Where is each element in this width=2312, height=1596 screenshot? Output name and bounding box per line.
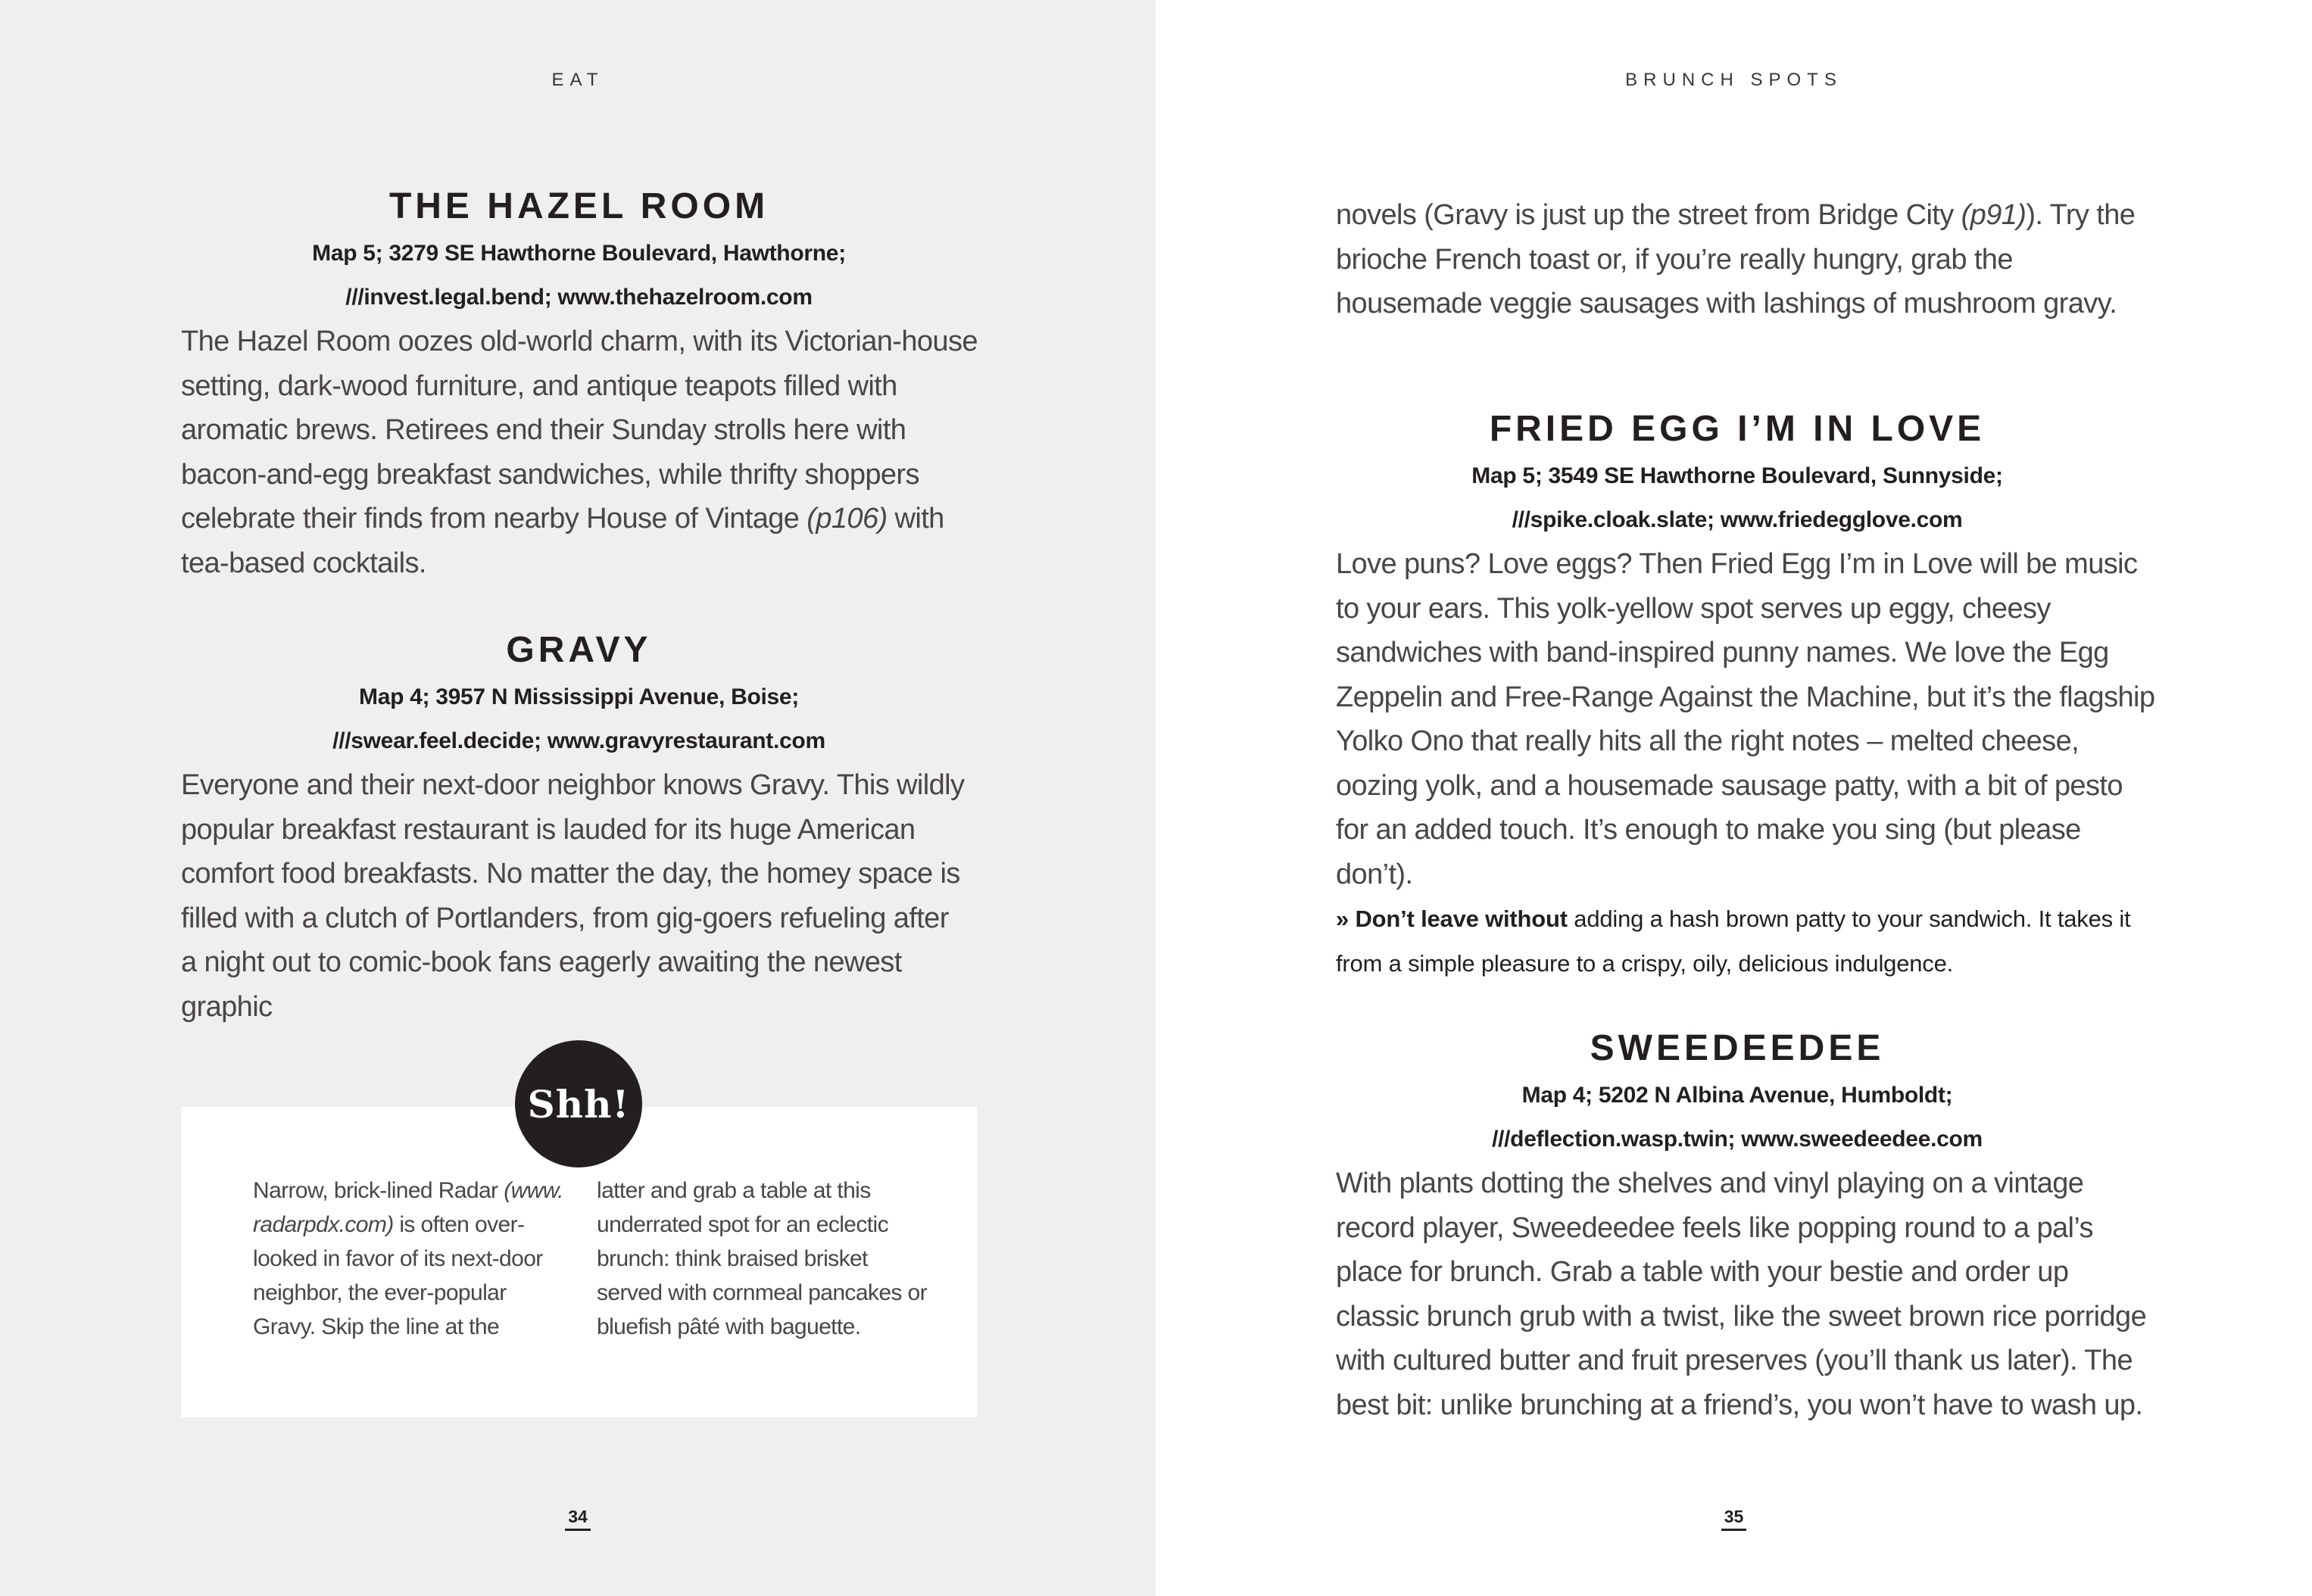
entry-address: Map 5; 3549 SE Hawthorne Boulevard, Sunnyside; [1471,463,2003,488]
entry-hazel-room [181,182,977,585]
page-number-label: 35 [1721,1507,1747,1531]
running-head: BRUNCH SPOTS [1625,70,1842,90]
page-number [0,1507,1156,1531]
entry-web-address: ///swear.feel.decide; www.gravyrestaurant.com [332,728,825,753]
continued-description [1336,193,2142,326]
description-text: ). Try the brioche French toast or, if you’re really hungry, grab the housemade veggie sausages with lashings of mushroom gravy. [1336,199,2136,320]
entry-web-address: ///deflection.wasp.twin; www.sweedeedee.com [1492,1127,1983,1152]
entry-address: Map 4; 5202 N Albina Avenue, Humboldt; [1521,1083,1953,1108]
page-reference: (p91) [1961,199,2027,231]
entry-description: Love puns? Love eggs? Then Fried Egg I’m in Love will be music to your ears. This yolk-yellow spot serves up eggy, cheesy sandwiches with band-inspired punny names. We love the Egg Zeppelin and Free-Range Against the Machine, but it’s the flagship Yolko Ono that really hits all the right notes – melted cheese, oozing yolk, and a housemade sausage patty, with a bit of pesto for an added touch. It’s enough to make you sing (but please don’t). [1336,548,2155,890]
dont-leave-without-tip [1336,896,2158,986]
entry-title: GRAVY [506,630,652,670]
entry-description: With plants dotting the shelves and vinyl playing on a vintage record player, Sweedeedee feels like popping round to a pal’s place for brunch. Grab a table with your bestie and order up classic brunch grub with a twist, like the sweet brown rice porridge with cultured butter and fruit preserves (you’ll thank us later). The best bit: unlike brunching at a friend’s, you won’t have to wash up. [1336,1167,2147,1421]
entry-gravy [181,625,977,1029]
entry-address: Map 5; 3279 SE Hawthorne Boulevard, Hawthorne; [312,241,846,266]
entry-title: SWEEDEEDEE [1590,1028,1885,1068]
entry-sweedeedee [1336,1024,2147,1427]
sidebar-text: Narrow, brick-lined Radar [253,1178,504,1203]
running-head: EAT [551,70,604,90]
tip-arrow-icon: » [1336,906,1349,932]
tip-label: Don’t leave without [1355,906,1568,932]
sidebar-column-1 [253,1174,571,1344]
entry-web-address: ///invest.legal.bend; www.thehazelroom.com [345,285,813,310]
right-page [1156,0,2312,1596]
description-text: novels (Gravy is just up the street from Bridge City [1336,199,1961,231]
description-text: The Hazel Room oozes old-world charm, with its Victorian-house setting, dark-wood furniture, and antique teapots filled with aromatic brews. Retirees end their Sunday strolls here with bacon-and-egg breakfast sandwiches, while thrifty shoppers celebrate their finds from nearby House of Vintage [181,326,978,535]
page-reference: (p106) [807,503,888,535]
sidebar-text: is often over-looked in favor of its next-door neighbor, the ever-popular Gravy. Skip the line at the [253,1212,543,1339]
page-number-label: 34 [565,1507,591,1531]
sidebar-web-reference: (www. radarpdx.com) [253,1178,563,1237]
page-number [1156,1507,2312,1531]
entry-fried-egg [1336,404,2155,986]
entry-web-address: ///spike.cloak.slate; www.friedegglove.com [1512,507,1963,532]
entry-description [181,320,984,585]
tip-text: adding a hash brown patty to your sandwich. It takes it from a simple pleasure to a crispy, oily, delicious indulgence. [1336,906,2131,977]
entry-title: THE HAZEL ROOM [388,186,769,226]
entry-description: Everyone and their next-door neighbor knows Gravy. This wildly popular breakfast restaurant is lauded for its huge American comfort food breakfasts. No matter the day, the homey space is filled with a clutch of Portlanders, from gig-goers refueling after a night out to comic-book fans eagerly awaiting the newest graphic [181,769,965,1023]
description-text: with tea-based cocktails. [181,503,944,579]
entry-address: Map 4; 3957 N Mississippi Avenue, Boise; [359,684,799,709]
entry-title: FRIED EGG I’M IN LOVE [1489,409,1986,449]
shh-badge: Shh! [515,1040,642,1167]
sidebar-column-2: latter and grab a table at this underrated spot for an eclectic brunch: think braised brisket served with cornmeal pancakes or bluefish pâté with baguette. [597,1178,928,1339]
